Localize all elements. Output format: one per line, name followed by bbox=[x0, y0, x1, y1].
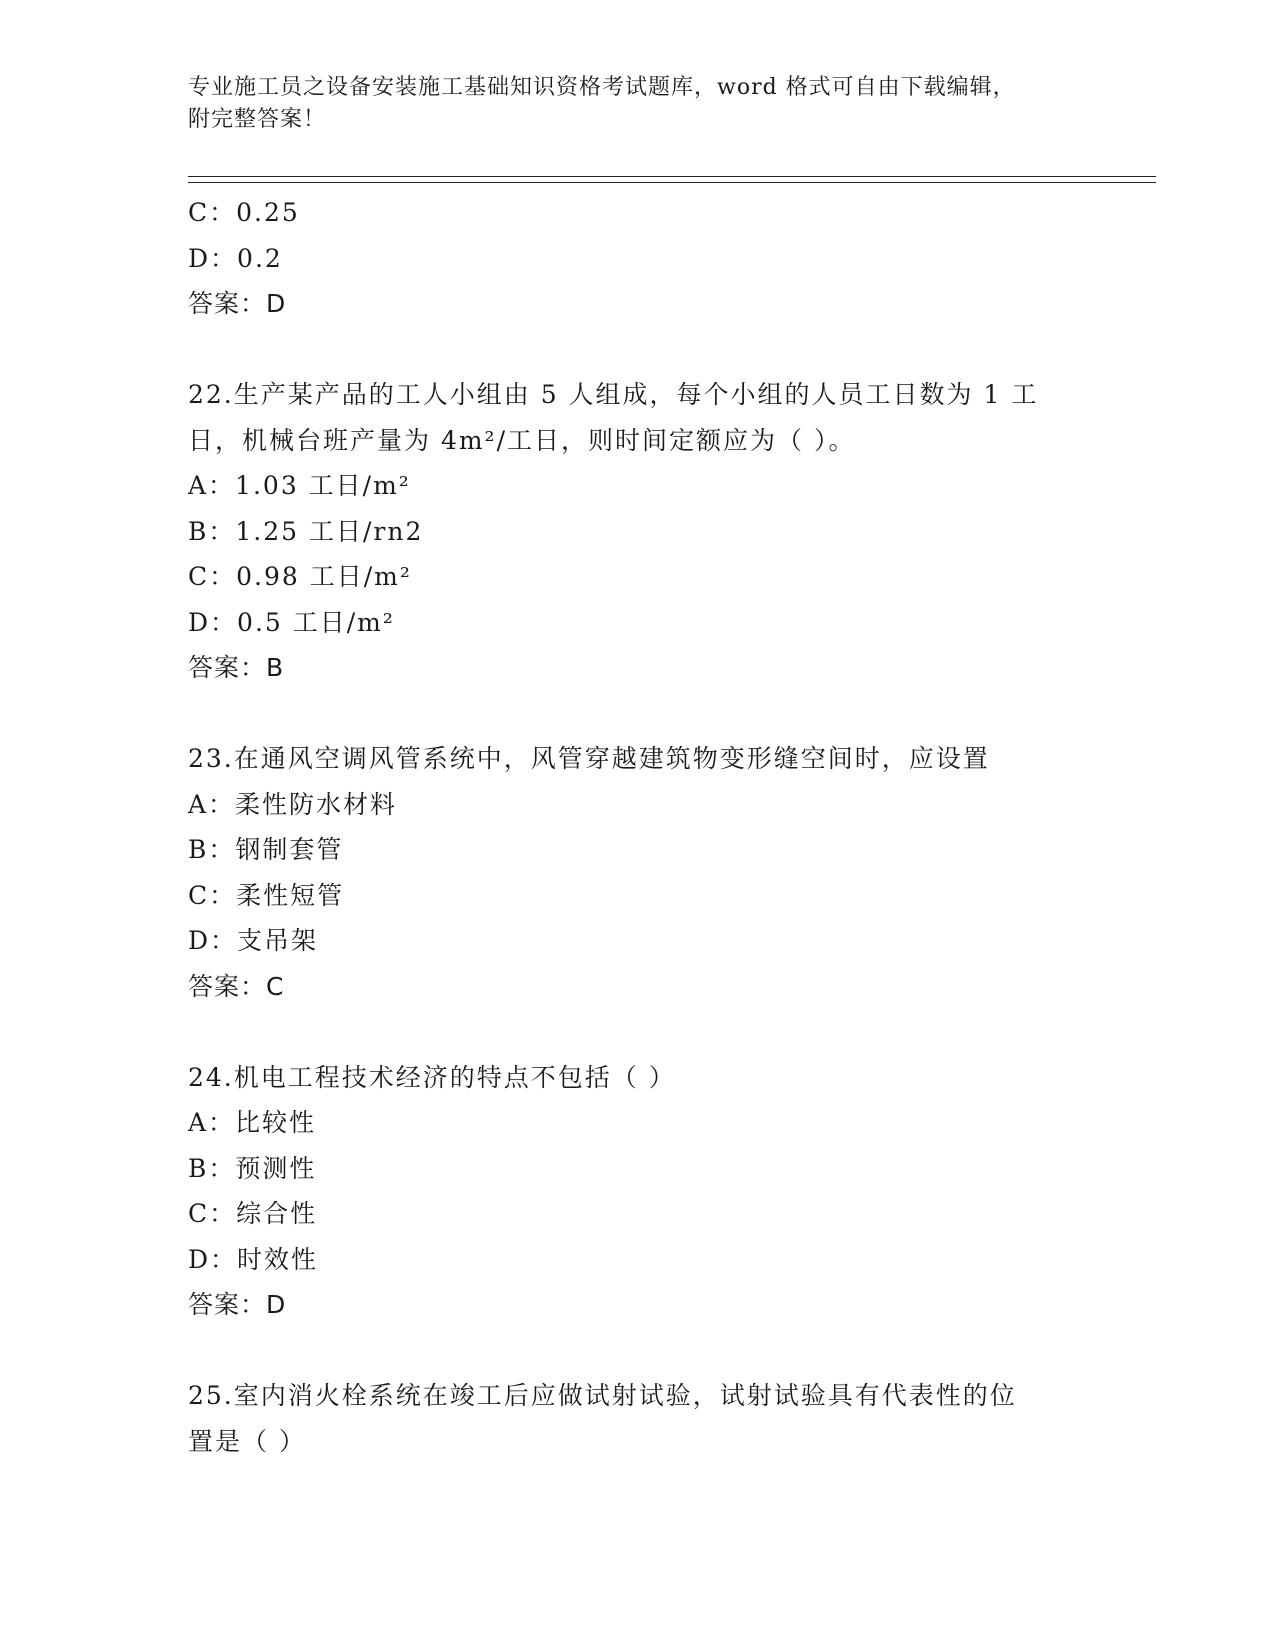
option-a: A：1.03 工日/m² bbox=[188, 471, 411, 500]
answer: 答案：B bbox=[188, 653, 285, 682]
answer: 答案：D bbox=[188, 289, 287, 318]
question-list bbox=[188, 190, 1088, 1464]
document-header bbox=[188, 72, 1068, 136]
header-divider-top bbox=[188, 176, 1156, 177]
question-25 bbox=[188, 1373, 1088, 1464]
option-a: A：比较性 bbox=[188, 1108, 317, 1137]
header-divider-bottom bbox=[188, 182, 1156, 183]
question-text-line-1: 23.在通风空调风管系统中，风管穿越建筑物变形缝空间时，应设置 bbox=[188, 744, 990, 773]
question-text-line-1: 25.室内消火栓系统在竣工后应做试射试验，试射试验具有代表性的位 bbox=[188, 1381, 1017, 1410]
spacer bbox=[188, 1009, 1088, 1055]
option-b: B：预测性 bbox=[188, 1153, 317, 1183]
question-24 bbox=[188, 1055, 1088, 1328]
header-line-2: 附完整答案！ bbox=[188, 107, 327, 132]
question-text-line-2: 置是（ ） bbox=[188, 1426, 306, 1456]
header-line-1: 专业施工员之设备安装施工基础知识资格考试题库，word 格式可自由下载编辑， bbox=[188, 75, 1016, 100]
question-text-line-2: 日，机械台班产量为 4m²/工日，则时间定额应为（ ）。 bbox=[188, 425, 856, 455]
question-23 bbox=[188, 736, 1088, 1009]
option-d: D：0.5 工日/m² bbox=[188, 607, 395, 637]
question-text-line-1: 22.生产某产品的工人小组由 5 人组成，每个小组的人员工日数为 1 工 bbox=[188, 380, 1039, 409]
question-21-tail bbox=[188, 190, 1088, 327]
answer: 答案：D bbox=[188, 1290, 287, 1319]
option-d: D：0.2 bbox=[188, 243, 283, 273]
spacer bbox=[188, 327, 1088, 373]
option-c: C：柔性短管 bbox=[188, 880, 345, 910]
option-c: C：0.98 工日/m² bbox=[188, 562, 412, 591]
option-b: B：1.25 工日/rn2 bbox=[188, 516, 424, 546]
option-b: B：钢制套管 bbox=[188, 835, 344, 864]
spacer bbox=[188, 691, 1088, 737]
option-c: C：0.25 bbox=[188, 198, 300, 227]
answer: 答案：C bbox=[188, 971, 285, 1001]
spacer bbox=[188, 1328, 1088, 1374]
question-22 bbox=[188, 372, 1088, 691]
option-a: A：柔性防水材料 bbox=[188, 789, 398, 819]
option-d: D：时效性 bbox=[188, 1244, 319, 1274]
option-d: D：支吊架 bbox=[188, 926, 319, 955]
option-c: C：综合性 bbox=[188, 1199, 318, 1228]
question-text-line-1: 24.机电工程技术经济的特点不包括（ ） bbox=[188, 1062, 676, 1092]
